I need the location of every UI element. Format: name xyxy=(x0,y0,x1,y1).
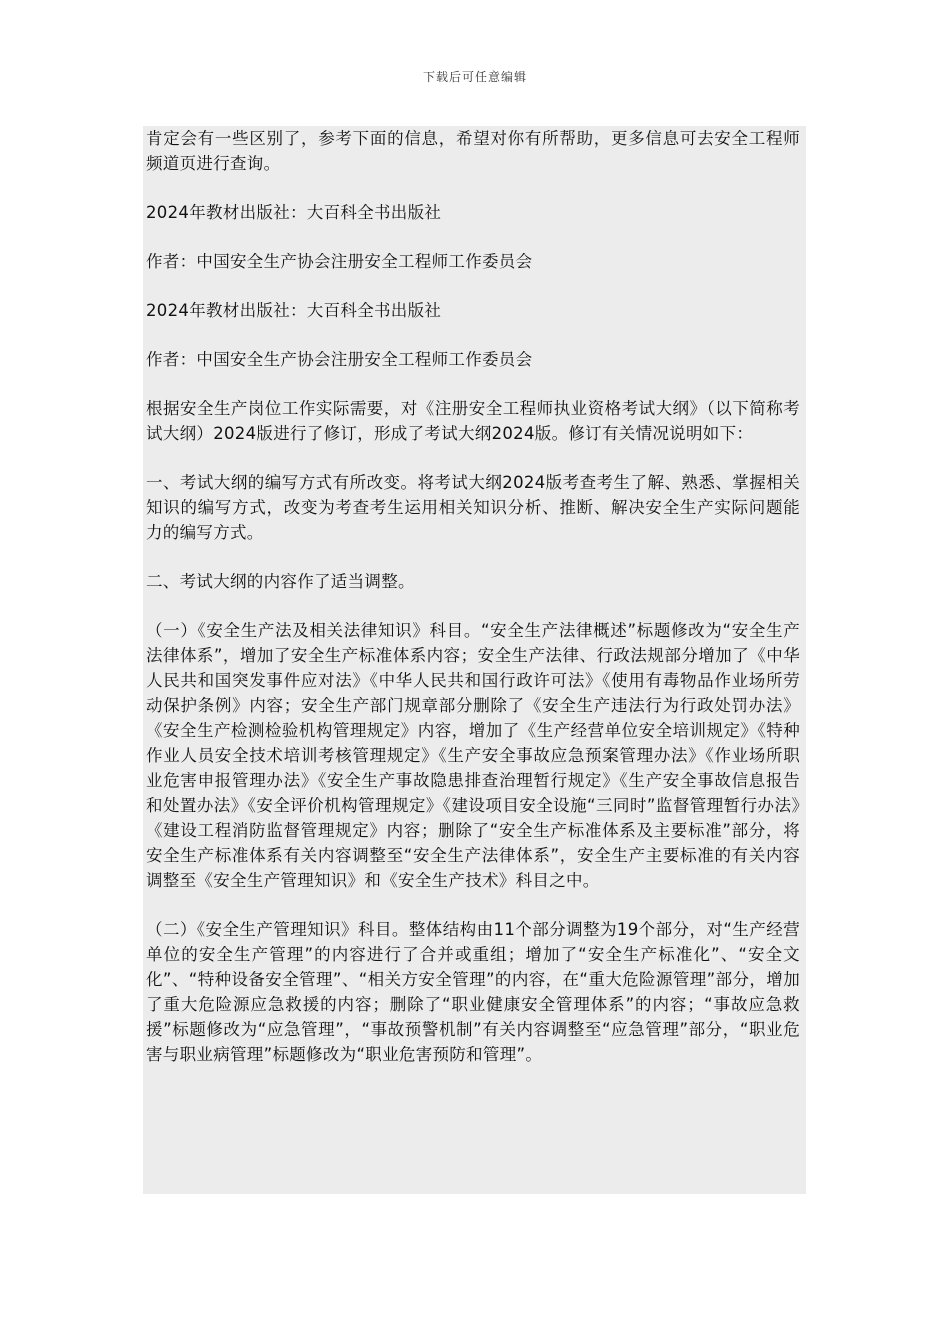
paragraph-publisher: 2024年教材出版社：大百科全书出版社 xyxy=(146,203,442,222)
paragraph-subsection-one: （一）《安全生产法及相关法律知识》科目。“安全生产法律概述”标题修改为“安全生产法律体系”，增加了安全生产标准体系内容；安全生产法律、行政法规部分增加了《中华人民共和国突发事件应对法》《中华人民共和国行政许可法》《使用有毒物品作业场所劳动保护条例》内容；安全生产部门规章部分删除了《安全生产违法行为行政处罚办法》《安全生产检测检验机构管理规定》内容，增加了《生产经营单位安全培训规定》《特种作业人员安全技术培训考核管理规定》《生产安全事故应急预案管理办法》《作业场所职业危害申报管理办法》《安全生产事故隐患排查治理暂行规定》《生产安全事故信息报告和处置办法》《安全评价机构管理规定》《建设项目安全设施“三同时”监督管理暂行办法》《建设工程消防监督管理规定》内容；删除了“安全生产标准体系及主要标准”部分，将安全生产标准体系有关内容调整至“安全生产法律体系”，安全生产主要标准的有关内容调整至《安全生产管理知识》和《安全生产技术》科目之中。 xyxy=(146,621,800,890)
document-body xyxy=(143,126,806,1194)
paragraph-revision-intro: 根据安全生产岗位工作实际需要，对《注册安全工程师执业资格考试大纲》（以下简称考试大纲）2024版进行了修订，形成了考试大纲2024版。修订有关情况说明如下： xyxy=(146,399,800,443)
paragraph-section-one: 一、考试大纲的编写方式有所改变。将考试大纲2024版考查考生了解、熟悉、掌握相关知识的编写方式，改变为考查考生运用相关知识分析、推断、解决安全生产实际问题能力的编写方式。 xyxy=(146,473,800,542)
paragraph-intro: 肯定会有一些区别了，参考下面的信息，希望对你有所帮助，更多信息可去安全工程师频道页进行查询。 xyxy=(146,129,800,173)
paragraph-author-repeat: 作者：中国安全生产协会注册安全工程师工作委员会 xyxy=(146,350,533,369)
paragraph-author: 作者：中国安全生产协会注册安全工程师工作委员会 xyxy=(146,252,533,271)
paragraph-subsection-two: （二）《安全生产管理知识》科目。整体结构由11个部分调整为19个部分，对“生产经营单位的安全生产管理”的内容进行了合并或重组；增加了“安全生产标准化”、“安全文化”、“特种设备安全管理”、“相关方安全管理”的内容，在“重大危险源管理”部分，增加了重大危险源应急救援的内容；删除了“职业健康安全管理体系”的内容；“事故应急救援”标题修改为“应急管理”，“事故预警机制”有关内容调整至“应急管理”部分，“职业危害与职业病管理”标题修改为“职业危害预防和管理”。 xyxy=(146,920,800,1064)
paragraph-section-two: 二、考试大纲的内容作了适当调整。 xyxy=(146,572,415,591)
page-header: 下载后可任意编辑 xyxy=(422,70,527,84)
paragraph-publisher-repeat: 2024年教材出版社：大百科全书出版社 xyxy=(146,301,442,320)
